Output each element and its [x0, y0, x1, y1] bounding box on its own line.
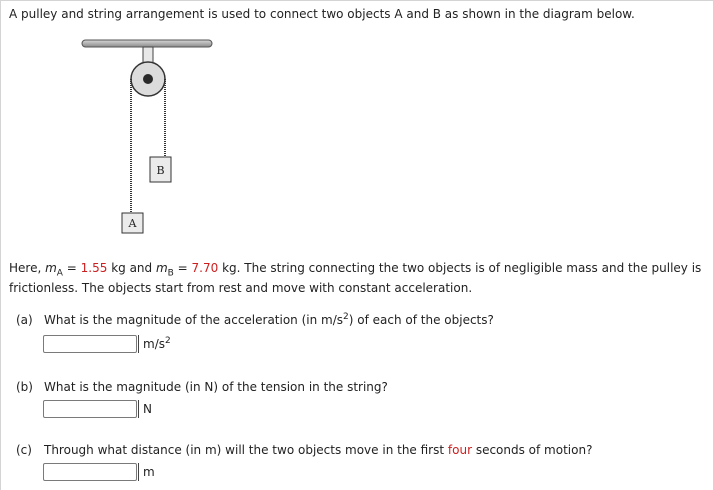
question-a — [16, 313, 494, 327]
equals-sign-a: = — [62, 261, 81, 275]
pulley-diagram — [0, 0, 260, 245]
equals-sign-b: = — [173, 261, 192, 275]
answer-a-unit — [138, 335, 171, 353]
answer-c-unit — [138, 463, 155, 481]
kg-and-text: kg and — [107, 261, 156, 275]
answer-c-unit-text: m — [143, 465, 155, 479]
block-a-label: A — [128, 217, 137, 230]
given-description: kg. The string connecting the two objects is of negligible mass and the pulley is frictionless. The objects start from rest and move with constant acceleration. — [9, 261, 702, 295]
question-c-highlight: four — [447, 443, 472, 457]
given-values-paragraph — [9, 258, 709, 298]
answer-c-row — [43, 463, 155, 481]
question-a-letter: (a) — [16, 313, 33, 327]
answer-b-unit — [138, 400, 152, 418]
mass-b-subscript: B — [167, 268, 174, 279]
question-b — [16, 380, 388, 394]
given-prefix: Here, — [9, 261, 46, 275]
question-a-text-end: ) of each of the objects? — [348, 313, 494, 327]
answer-a-unit-exponent: 2 — [164, 336, 171, 346]
question-a-exponent: 2 — [343, 312, 349, 322]
problem-intro: A pulley and string arrangement is used to connect two objects A and B as shown in the diagram below. — [9, 7, 635, 21]
question-c — [16, 443, 592, 457]
question-b-text: What is the magnitude (in N) of the tension in the string? — [44, 380, 388, 394]
mass-a-symbol: m — [45, 261, 57, 275]
answer-a-input[interactable] — [43, 335, 137, 353]
question-c-letter: (c) — [16, 443, 32, 457]
mass-a-value: 1.55 — [80, 261, 108, 275]
answer-a-unit-text: m/s — [143, 337, 165, 351]
question-a-text: What is the magnitude of the acceleration (in m/s — [44, 313, 344, 327]
answer-a-row — [43, 335, 171, 353]
answer-b-row — [43, 400, 152, 418]
question-c-text: Through what distance (in m) will the two objects move in the first — [44, 443, 448, 457]
mass-b-value: 7.70 — [191, 261, 219, 275]
mass-a-subscript: A — [56, 268, 63, 279]
mass-b-symbol: m — [155, 261, 168, 275]
block-b-label: B — [156, 164, 165, 177]
question-c-text-end: seconds of motion? — [472, 443, 593, 457]
question-b-letter: (b) — [16, 380, 33, 394]
ceiling-bar — [82, 40, 212, 47]
pulley-axle — [143, 74, 153, 84]
answer-b-unit-text: N — [143, 402, 152, 416]
answer-b-input[interactable] — [43, 400, 137, 418]
answer-c-input[interactable] — [43, 463, 137, 481]
